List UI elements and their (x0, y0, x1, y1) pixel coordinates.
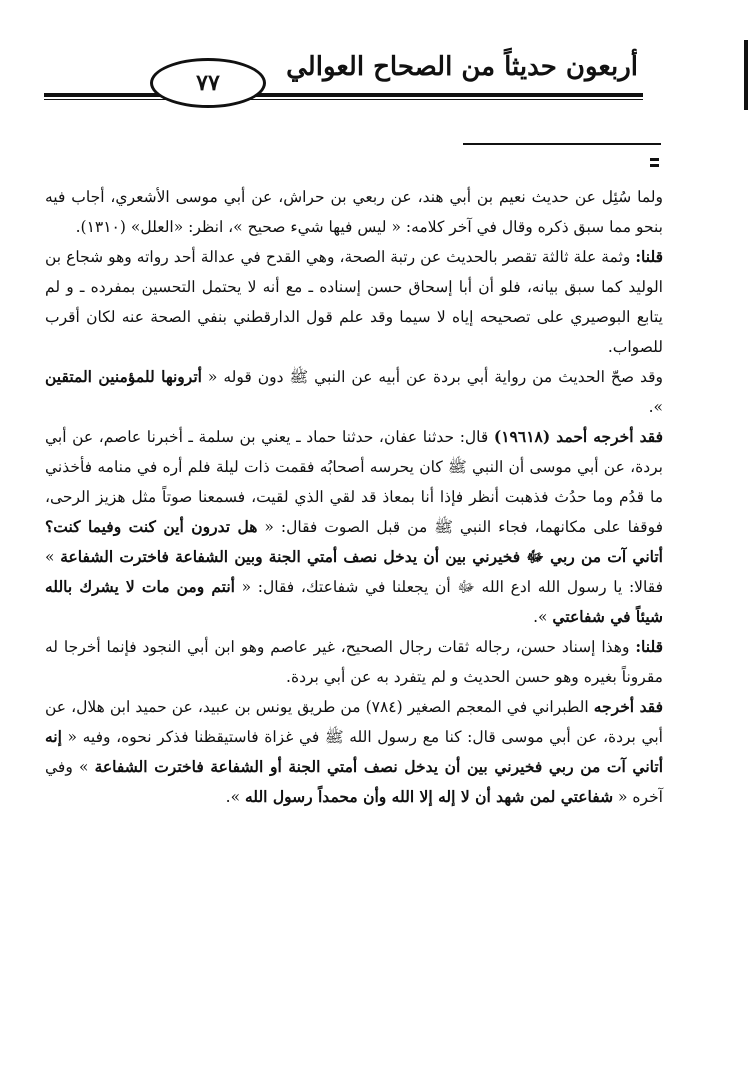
paragraph-text: ». (533, 608, 553, 626)
paragraph-label: قلنا: (635, 637, 663, 656)
paragraph (45, 632, 663, 692)
paragraph (45, 422, 663, 632)
paragraph (45, 692, 663, 812)
separator-rule (463, 143, 661, 145)
margin-mark (650, 158, 659, 161)
header-rule-thin (44, 99, 643, 100)
paragraph-label: فقد أخرجه (593, 697, 663, 716)
hadith-quote: شفاعتي لمن شهد أن لا إله إلا الله وأن محمداً رسول الله (245, 787, 614, 806)
paragraph-label: فقد أخرجه أحمد (١٩٦١٨) (493, 427, 663, 446)
paragraph-text: ». (648, 398, 663, 416)
margin-mark (650, 164, 659, 167)
running-title: أربعون حديثاً من الصحاح العوالي (286, 52, 638, 82)
paragraph-text: وقد صحّ الحديث من رواية أبي بردة عن أبيه عن النبي ﷺ دون قوله « (201, 368, 663, 386)
paragraph-text: ولما سُئِل عن حديث نعيم بن أبي هند، عن ربعي بن حراش، عن أبي موسى الأشعري، أجاب فيه بنحو مما سبق ذكره وقال في آخر كلامه: « ليس فيها شيء صحيح »، انظر: «العلل» (١٣١٠). (45, 188, 663, 236)
hadith-quote: هل تدرون أين كنت وفيما كنت؟ أتاني آت من ربي ﷻ فخيرني بين أن يدخل نصف أمتي الجنة وبين الشفاعة فاخترت الشفاعة (45, 517, 663, 566)
edge-mark (744, 40, 748, 110)
paragraph (45, 242, 663, 362)
paragraph (45, 362, 663, 422)
paragraph (45, 182, 663, 242)
paragraph-text: ». (225, 788, 245, 806)
paragraph-text: » وفي آخره « (45, 758, 663, 806)
paragraph-text: » فقالا: يا رسول الله ادع الله ﷻ أن يجعلنا في شفاعتك، فقال: « (45, 548, 663, 596)
header-rule (44, 93, 643, 97)
hadith-quote: إنه أتاني آت من ربي فخيرني بين أن يدخل نصف أمتي الجنة أو الشفاعة فاخترت الشفاعة (45, 727, 664, 776)
paragraph-text: قال: حدثنا عفان، حدثنا حماد ـ يعني بن سلمة ـ أخبرنا عاصم، عن أبي بردة، عن أبي موسى أن النبي ﷺ كان يحرسه أصحابُه فقمت ذات ليلة فلم أره في منامه فأخذني ما قدُم وما حدُث فذهبت أنظر فإذا أنا بمعاذ قد لقي الذي لقيت، فسمعنا صوتاً مثل هزيز الرحى، فوقفا على مكانهما، فجاء النبي ﷺ من قبل الصوت فقال: « (45, 428, 663, 536)
page-body (45, 182, 663, 812)
paragraph-text: وهذا إسناد حسن، رجاله ثقات رجال الصحيح، غير عاصم وهو ابن أبي النجود فإنما أخرجا له مقروناً بغيره وهو حسن الحديث و لم يتفرد به عن أبي بردة. (45, 638, 663, 686)
page-header (0, 0, 748, 110)
page-number: ٧٧ (150, 58, 266, 108)
paragraph-label: قلنا: (635, 247, 663, 266)
paragraph-text: الطبراني في المعجم الصغير (٧٨٤) من طريق يونس بن عبيد، عن حميد ابن هلال، عن أبي بردة، عن أبي موسى قال: كنا مع رسول الله ﷺ في غزاة فاستيقظنا فذكر نحوه، وفيه « (45, 698, 663, 746)
hadith-quote: أنتم ومن مات لا يشرك بالله شيئاً في شفاعتي (45, 577, 663, 626)
hadith-quote: أترونها للمؤمنين المتقين (45, 367, 202, 386)
paragraph-text: وثمة علة ثالثة تقصر بالحديث عن رتبة الصحة، وهي القدح في عدالة أحد رواته وهو شجاع بن الوليد كما سبق بيانه، فلو أن أبا إسحاق حسن إسناده ـ مع أنه لا يحتمل التحسين بمفرده ـ و لم يتابع البوصيري على تصحيحه إياه لا سيما وقد علم قول الدارقطني بنفي الصحة عنه لكان أقرب للصواب. (45, 248, 663, 356)
